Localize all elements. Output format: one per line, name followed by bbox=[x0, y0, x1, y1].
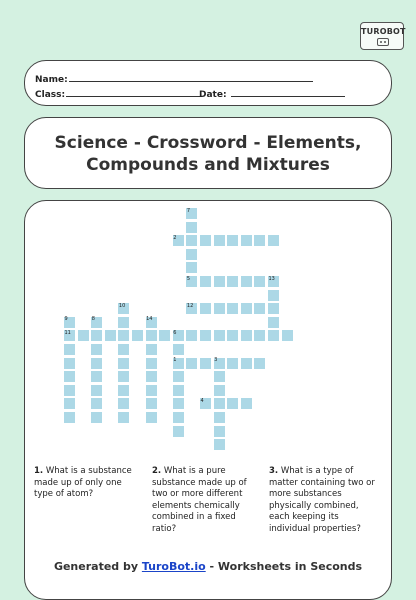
crossword-cell[interactable] bbox=[90, 384, 103, 397]
crossword-cell[interactable] bbox=[226, 397, 239, 410]
crossword-cell[interactable] bbox=[145, 411, 158, 424]
clue-number-label: 3 bbox=[214, 357, 218, 364]
clue-number-label: 11 bbox=[64, 329, 71, 336]
crossword-cell[interactable] bbox=[117, 357, 130, 370]
clue-number-label: 7 bbox=[186, 207, 191, 214]
crossword-cell[interactable] bbox=[185, 221, 198, 234]
class-line[interactable] bbox=[66, 88, 200, 97]
clue-text: What is a type of matter containing two or more substances physically combined, each keeping its individual properties? bbox=[269, 466, 375, 534]
clue-number-label: 2 bbox=[173, 234, 177, 241]
crossword-cell[interactable] bbox=[267, 289, 280, 302]
clue-number-label: 12 bbox=[186, 302, 194, 309]
crossword-cell[interactable] bbox=[77, 329, 90, 342]
clue-number-label: 5 bbox=[186, 275, 191, 282]
crossword-cell[interactable] bbox=[185, 357, 198, 370]
crossword-cell[interactable] bbox=[185, 329, 198, 342]
crossword-cell[interactable] bbox=[145, 370, 158, 383]
crossword-cell[interactable] bbox=[213, 370, 226, 383]
clue-number-label: 4 bbox=[200, 397, 204, 404]
robot-icon bbox=[377, 38, 389, 46]
crossword-cell[interactable] bbox=[63, 357, 76, 370]
crossword-cell[interactable] bbox=[226, 302, 239, 315]
clue-number-label: 14 bbox=[146, 316, 153, 323]
crossword-cell[interactable] bbox=[145, 384, 158, 397]
crossword-cell[interactable] bbox=[90, 357, 103, 370]
crossword-cell[interactable] bbox=[267, 316, 280, 329]
crossword-cell[interactable] bbox=[213, 329, 226, 342]
clue-number: 1. bbox=[34, 466, 44, 476]
crossword-cell[interactable] bbox=[281, 329, 294, 342]
clue-2 bbox=[152, 466, 260, 535]
crossword-cell[interactable] bbox=[240, 302, 253, 315]
crossword-cell[interactable] bbox=[90, 343, 103, 356]
crossword-cell[interactable] bbox=[172, 397, 185, 410]
crossword-cell[interactable] bbox=[172, 425, 185, 438]
crossword-cell[interactable] bbox=[213, 384, 226, 397]
clue-number-label: 8 bbox=[91, 316, 95, 323]
clue-3 bbox=[269, 466, 377, 535]
crossword-cell[interactable] bbox=[145, 329, 158, 342]
crossword-cell[interactable] bbox=[267, 302, 280, 315]
crossword-cell[interactable] bbox=[226, 234, 239, 247]
crossword-cell[interactable] bbox=[172, 343, 185, 356]
crossword-cell[interactable] bbox=[63, 343, 76, 356]
crossword-cell[interactable] bbox=[117, 397, 130, 410]
crossword-cell[interactable] bbox=[63, 411, 76, 424]
date-label: Date: bbox=[199, 90, 227, 100]
clue-number-label: 10 bbox=[118, 302, 126, 309]
crossword-cell[interactable] bbox=[172, 384, 185, 397]
clue-number-label: 1 bbox=[173, 357, 177, 364]
class-field bbox=[35, 88, 200, 100]
crossword-cell[interactable] bbox=[117, 329, 130, 342]
crossword-cell[interactable] bbox=[117, 370, 130, 383]
clue-number-label: 9 bbox=[64, 316, 68, 323]
clue-1 bbox=[34, 466, 142, 501]
crossword-cell[interactable] bbox=[253, 234, 266, 247]
crossword-cell[interactable] bbox=[90, 329, 103, 342]
crossword-cell[interactable] bbox=[226, 275, 239, 288]
clue-number: 3. bbox=[269, 466, 279, 476]
turobot-link[interactable]: TurоBot.io bbox=[141, 560, 206, 573]
student-info-panel bbox=[24, 60, 392, 106]
clue-number-label: 6 bbox=[173, 329, 177, 336]
crossword-cell[interactable] bbox=[199, 234, 212, 247]
crossword-cell[interactable] bbox=[158, 329, 171, 342]
crossword-cell[interactable] bbox=[117, 316, 130, 329]
crossword-cell[interactable] bbox=[199, 329, 212, 342]
crossword-cell[interactable] bbox=[213, 234, 226, 247]
crossword-cell[interactable] bbox=[253, 275, 266, 288]
crossword-cell[interactable] bbox=[90, 370, 103, 383]
crossword-cell[interactable] bbox=[199, 302, 212, 315]
footer-prefix: Generated by bbox=[53, 560, 142, 573]
crossword-cell[interactable] bbox=[199, 357, 212, 370]
crossword-cell[interactable] bbox=[213, 302, 226, 315]
crossword-cell[interactable] bbox=[63, 397, 76, 410]
crossword-cell[interactable] bbox=[240, 329, 253, 342]
clue-number: 2. bbox=[152, 466, 162, 476]
crossword-cell[interactable] bbox=[240, 234, 253, 247]
crossword-cell[interactable] bbox=[226, 329, 239, 342]
crossword-cell[interactable] bbox=[213, 438, 226, 451]
crossword-cell[interactable] bbox=[117, 343, 130, 356]
crossword-cell[interactable] bbox=[267, 234, 280, 247]
crossword-cell[interactable] bbox=[172, 370, 185, 383]
crossword-cell[interactable] bbox=[63, 370, 76, 383]
crossword-cell[interactable] bbox=[240, 397, 253, 410]
crossword-cell[interactable] bbox=[253, 302, 266, 315]
crossword-cell[interactable] bbox=[145, 343, 158, 356]
crossword-cell[interactable] bbox=[213, 397, 226, 410]
name-line[interactable] bbox=[69, 73, 313, 82]
crossword-cell[interactable] bbox=[90, 411, 103, 424]
crossword-cell[interactable] bbox=[267, 329, 280, 342]
crossword-cell[interactable] bbox=[199, 275, 212, 288]
clue-text: What is a substance made up of only one type of atom? bbox=[34, 466, 132, 499]
crossword-cell[interactable] bbox=[104, 329, 117, 342]
crossword-cell[interactable] bbox=[213, 411, 226, 424]
crossword-cell[interactable] bbox=[117, 411, 130, 424]
turobot-logo bbox=[360, 22, 404, 50]
crossword-cell[interactable] bbox=[145, 357, 158, 370]
crossword-cell[interactable] bbox=[253, 357, 266, 370]
crossword-cell[interactable] bbox=[90, 397, 103, 410]
footer bbox=[0, 560, 416, 573]
title-panel bbox=[24, 117, 392, 189]
worksheet-title: Science - Crossword - Elements, Compounds and Mixtures bbox=[54, 133, 362, 175]
name-field bbox=[35, 73, 313, 85]
name-label: Name: bbox=[35, 75, 68, 85]
crossword-cell[interactable] bbox=[131, 329, 144, 342]
clue-number-label: 13 bbox=[268, 275, 275, 282]
crossword-cell[interactable] bbox=[213, 425, 226, 438]
crossword-cell[interactable] bbox=[226, 357, 239, 370]
class-label: Class: bbox=[35, 90, 66, 100]
crossword-cell[interactable] bbox=[172, 411, 185, 424]
crossword-cell[interactable] bbox=[253, 329, 266, 342]
footer-suffix: - Worksheets in Seconds bbox=[205, 560, 363, 573]
date-line[interactable] bbox=[231, 88, 345, 97]
crossword-cell[interactable] bbox=[117, 384, 130, 397]
crossword-cell[interactable] bbox=[240, 357, 253, 370]
crossword-cell[interactable] bbox=[185, 261, 198, 274]
crossword-cell[interactable] bbox=[185, 234, 198, 247]
clue-text: What is a pure substance made up of two or more different elements chemically combined in a fixed ratio? bbox=[152, 466, 247, 534]
crossword-cell[interactable] bbox=[240, 275, 253, 288]
crossword-cell[interactable] bbox=[63, 384, 76, 397]
crossword-cell[interactable] bbox=[185, 248, 198, 261]
crossword-cell[interactable] bbox=[213, 275, 226, 288]
date-field bbox=[199, 88, 345, 100]
logo-text: TUROBOT bbox=[361, 27, 406, 36]
crossword-cell[interactable] bbox=[145, 397, 158, 410]
